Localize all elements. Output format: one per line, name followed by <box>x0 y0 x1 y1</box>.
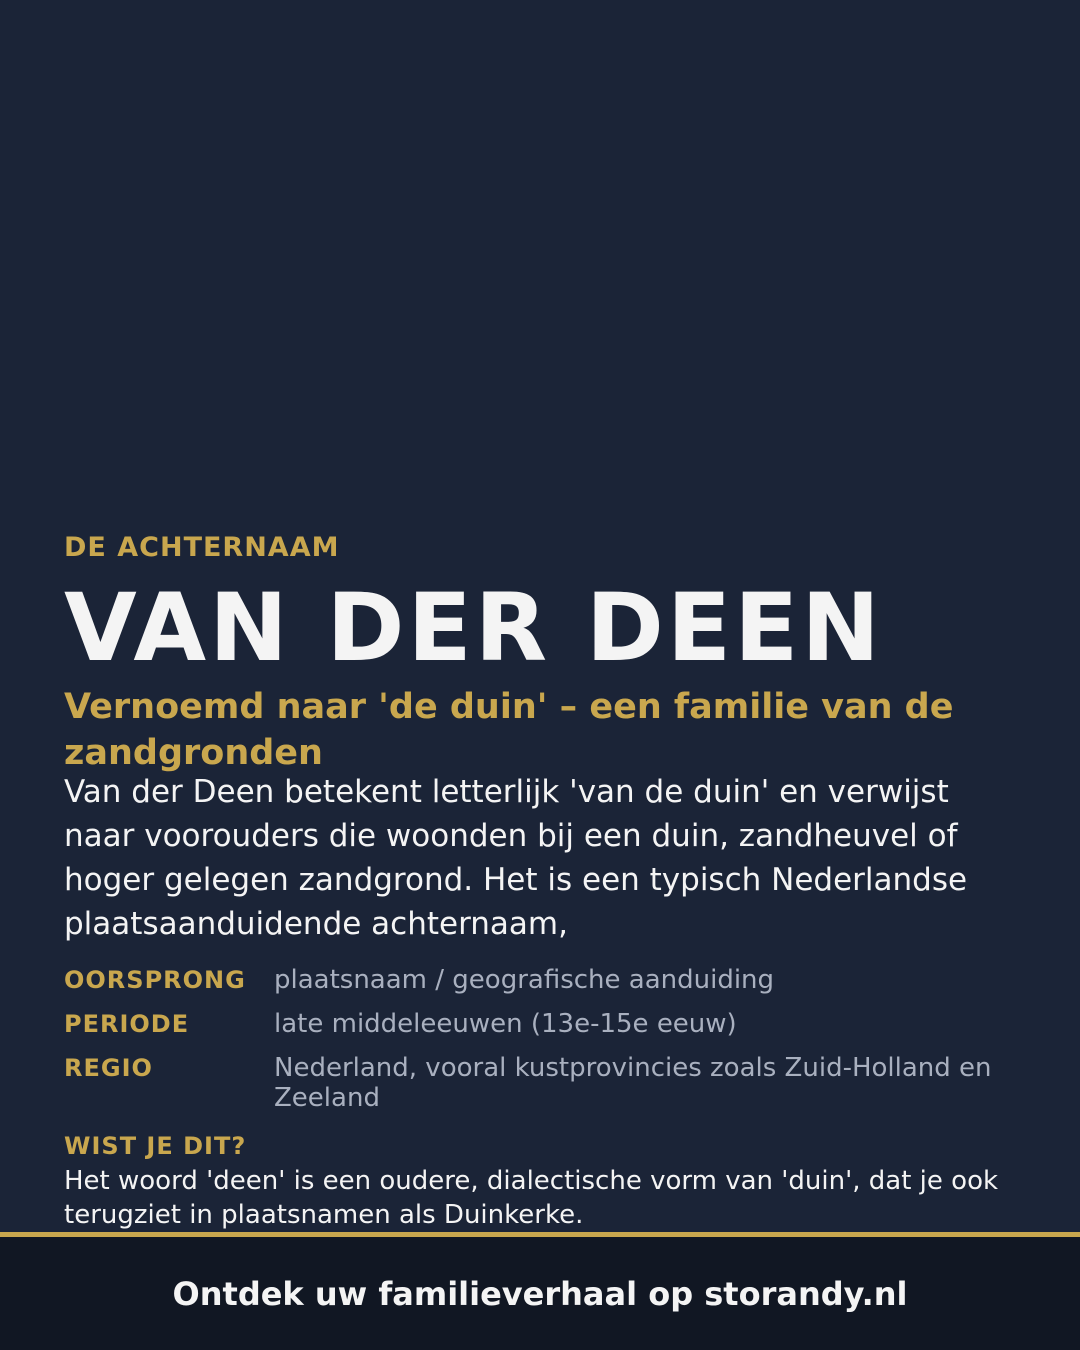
fact-label: OORSPRONG <box>64 966 246 994</box>
fact-label: PERIODE <box>64 1010 190 1038</box>
footer-cta-link[interactable]: Ontdek uw familieverhaal op storandy.nl <box>172 1274 908 1313</box>
surname-description: Van der Deen betekent letterlijk 'van de duin' en verwijst naar voorouders die woonden bij een duin, zandheuvel of hoger gelegen zandgrond. Het is een typisch Nederlandse plaatsaanduidende achternaam, <box>64 774 968 942</box>
eyebrow-label: DE ACHTERNAAM <box>64 532 340 563</box>
fact-value: late middeleeuwen (13e-15e eeuw) <box>274 1009 737 1039</box>
surname-title: VAN DER DEEN <box>64 574 883 683</box>
fact-row-origin <box>64 965 1016 995</box>
fact-row-period <box>64 1009 1016 1039</box>
footer-banner <box>0 1237 1080 1350</box>
fact-row-region <box>64 1053 1016 1113</box>
surname-subtitle: Vernoemd naar 'de duin' – een familie van de zandgronden <box>64 687 954 773</box>
fact-value: plaatsnaam / geografische aanduiding <box>274 965 775 995</box>
fact-value: Nederland, vooral kustprovincies zoals Zuid-Holland en Zeeland <box>274 1053 992 1113</box>
did-you-know-heading: WIST JE DIT? <box>64 1132 247 1160</box>
did-you-know-text: Het woord 'deen' is een oudere, dialectische vorm van 'duin', dat je ook terugziet in plaatsnamen als Duinkerke. <box>64 1166 999 1230</box>
facts-list <box>64 965 1016 1127</box>
fact-label: REGIO <box>64 1054 153 1082</box>
